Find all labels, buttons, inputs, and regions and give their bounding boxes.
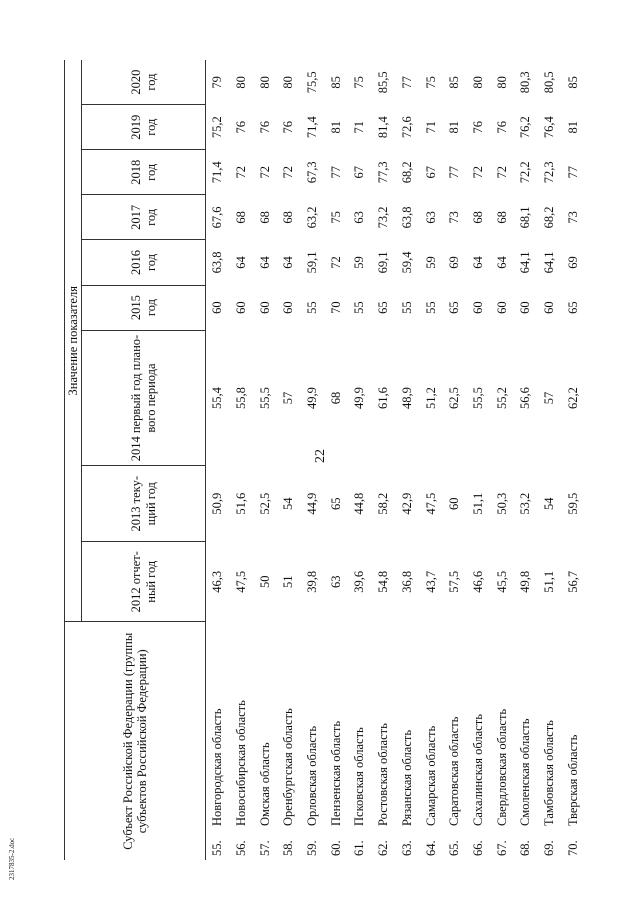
value-cell: 60	[541, 301, 556, 314]
value-cell: 59,1	[305, 251, 320, 274]
row-number: 70.	[565, 840, 580, 856]
value-cell: 63,8	[210, 251, 225, 274]
row-number: 62.	[376, 840, 391, 856]
region-name: Новосибирская область	[234, 700, 249, 826]
value-cell: 64,1	[541, 251, 556, 274]
header-year: 2015 год	[82, 285, 206, 330]
row-number: 58.	[281, 840, 296, 856]
value-cell: 58,2	[376, 492, 391, 515]
value-cell: 76	[234, 120, 249, 134]
table-row	[230, 60, 254, 860]
value-cell: 64	[470, 256, 485, 269]
value-cell: 73,2	[376, 206, 391, 229]
value-cell: 71,4	[305, 116, 320, 139]
table-row	[324, 60, 348, 860]
value-cell: 69	[447, 256, 462, 269]
value-cell: 80	[257, 76, 272, 89]
value-cell: 68,2	[541, 206, 556, 229]
table-row	[348, 60, 372, 860]
row-number: 67.	[494, 840, 509, 856]
value-cell: 77	[399, 76, 414, 89]
row-number: 61.	[352, 840, 367, 856]
value-cell: 59	[423, 256, 438, 269]
value-cell: 72	[281, 166, 296, 179]
value-cell: 77,3	[376, 161, 391, 184]
value-cell: 76,4	[541, 116, 556, 139]
value-cell: 56,7	[565, 570, 580, 593]
value-cell: 72,2	[518, 161, 533, 184]
value-cell: 68,1	[518, 206, 533, 229]
region-name: Свердловская область	[494, 708, 509, 826]
value-cell: 77	[565, 166, 580, 179]
value-cell: 76	[470, 120, 485, 134]
value-cell: 77	[328, 166, 343, 179]
value-cell: 75	[423, 76, 438, 89]
row-number: 63.	[399, 840, 414, 856]
value-cell: 49,9	[305, 387, 320, 409]
table-row	[514, 60, 538, 860]
value-cell: 60	[494, 301, 509, 314]
table-row	[561, 60, 585, 860]
value-cell: 49,8	[518, 570, 533, 593]
table-row	[419, 60, 443, 860]
value-cell: 46,3	[210, 570, 225, 593]
region-name: Тверская область	[565, 734, 580, 826]
value-cell: 55	[423, 301, 438, 314]
value-cell: 76,2	[518, 116, 533, 139]
value-cell: 76	[281, 120, 296, 134]
value-cell: 50,3	[494, 492, 509, 515]
row-number: 57.	[257, 840, 272, 856]
header-subject: Субъект Российской Федерации (группы субъектов Российской Федерации)	[65, 622, 206, 860]
value-cell: 55,5	[257, 387, 272, 409]
value-cell: 55,4	[210, 387, 225, 409]
value-cell: 71,4	[210, 161, 225, 184]
region-name: Самарская область	[423, 725, 438, 826]
row-number: 59.	[305, 840, 320, 856]
value-cell: 81	[328, 120, 343, 134]
value-cell: 67	[352, 166, 367, 179]
row-number: 56.	[234, 840, 249, 856]
value-cell: 68	[470, 211, 485, 224]
value-cell: 54,8	[376, 570, 391, 593]
value-cell: 51	[281, 575, 296, 588]
value-cell: 67,3	[305, 161, 320, 184]
value-cell: 63	[352, 211, 367, 224]
region-name: Рязанская область	[399, 729, 414, 826]
value-cell: 72,3	[541, 161, 556, 184]
value-cell: 68	[328, 391, 343, 405]
value-cell: 62,5	[447, 387, 462, 409]
value-cell: 64	[257, 256, 272, 269]
region-name: Смоленская область	[518, 718, 533, 826]
value-cell: 73	[565, 211, 580, 224]
region-name: Пензенская область	[328, 720, 343, 826]
value-cell: 47,5	[423, 492, 438, 515]
value-cell: 75	[328, 211, 343, 224]
value-cell: 60	[470, 301, 485, 314]
header-year: 2019 год	[82, 105, 206, 150]
row-number: 60.	[328, 840, 343, 856]
value-cell: 45,5	[494, 570, 509, 593]
value-cell: 72	[234, 166, 249, 179]
value-cell: 71	[423, 120, 438, 134]
value-cell: 80	[281, 76, 296, 89]
table-body	[206, 60, 586, 860]
header-year: 2013 теку-щий год	[82, 466, 206, 542]
value-cell: 60	[281, 301, 296, 314]
value-cell: 85	[447, 76, 462, 89]
value-cell: 64	[234, 256, 249, 269]
table-row	[301, 60, 325, 860]
value-cell: 67,6	[210, 206, 225, 229]
value-cell: 57	[541, 391, 556, 405]
row-number: 55.	[210, 840, 225, 856]
value-cell: 57	[281, 391, 296, 405]
row-number: 68.	[518, 840, 533, 856]
value-cell: 48,9	[399, 387, 414, 409]
table-row	[538, 60, 562, 860]
value-cell: 77	[447, 166, 462, 179]
header-year: 2012 отчет-ный год	[82, 541, 206, 622]
value-cell: 64,1	[518, 251, 533, 274]
value-cell: 75,5	[305, 71, 320, 94]
table-row	[443, 60, 467, 860]
table-row	[253, 60, 277, 860]
value-cell: 75,2	[210, 116, 225, 139]
header-year: 2020 год	[82, 60, 206, 105]
row-number: 66.	[470, 840, 485, 856]
value-cell: 72,6	[399, 116, 414, 139]
value-cell: 80,5	[541, 71, 556, 94]
page-number: 22	[313, 449, 328, 463]
value-cell: 72	[470, 166, 485, 179]
value-cell: 85	[565, 76, 580, 89]
value-cell: 50,9	[210, 492, 225, 515]
value-cell: 53,2	[518, 492, 533, 515]
header-year: 2014 первый год плано-вого периода	[82, 330, 206, 466]
table-row	[396, 60, 420, 860]
region-name: Оренбургская область	[281, 708, 296, 826]
table-row	[467, 60, 491, 860]
header-year: 2018 год	[82, 150, 206, 195]
value-cell: 75	[352, 76, 367, 89]
indicator-table	[64, 60, 585, 860]
value-cell: 46,6	[470, 570, 485, 593]
value-cell: 64	[281, 256, 296, 269]
value-cell: 56,6	[518, 387, 533, 409]
value-cell: 68	[234, 211, 249, 224]
value-cell: 60	[210, 301, 225, 314]
value-cell: 55,5	[470, 387, 485, 409]
region-name: Орловская область	[305, 725, 320, 826]
value-cell: 59	[352, 256, 367, 269]
value-cell: 44,8	[352, 492, 367, 515]
value-cell: 55,2	[494, 387, 509, 409]
value-cell: 68,2	[399, 161, 414, 184]
value-cell: 47,5	[234, 570, 249, 593]
value-cell: 70	[328, 301, 343, 314]
table-row	[206, 60, 230, 860]
region-name: Сахалинская область	[470, 714, 485, 826]
value-cell: 63	[423, 211, 438, 224]
value-cell: 80,3	[518, 71, 533, 94]
value-cell: 39,8	[305, 570, 320, 593]
value-cell: 63,8	[399, 206, 414, 229]
header-year: 2016 год	[82, 240, 206, 285]
region-name: Новгородская область	[210, 708, 225, 826]
header-group: Значение показателя	[65, 60, 82, 622]
value-cell: 57,5	[447, 570, 462, 593]
value-cell: 61,6	[376, 387, 391, 409]
value-cell: 65	[565, 301, 580, 314]
region-name: Саратовская область	[447, 716, 462, 826]
value-cell: 81	[447, 120, 462, 134]
value-cell: 51,6	[234, 492, 249, 515]
value-cell: 65	[376, 301, 391, 314]
value-cell: 68	[494, 211, 509, 224]
value-cell: 72	[328, 256, 343, 269]
value-cell: 85	[328, 76, 343, 89]
footer-doc-code: 2317835-2.doc	[8, 837, 16, 880]
value-cell: 73	[447, 211, 462, 224]
value-cell: 59,5	[565, 492, 580, 515]
value-cell: 60	[234, 301, 249, 314]
value-cell: 72	[494, 166, 509, 179]
value-cell: 55	[305, 301, 320, 314]
value-cell: 49,9	[352, 387, 367, 409]
value-cell: 72	[257, 166, 272, 179]
region-name: Тамбовская область	[541, 720, 556, 826]
table-row	[490, 60, 514, 860]
value-cell: 51,2	[423, 387, 438, 409]
value-cell: 42,9	[399, 492, 414, 515]
value-cell: 62,2	[565, 387, 580, 409]
value-cell: 63,2	[305, 206, 320, 229]
value-cell: 55	[352, 301, 367, 314]
table-rotated-container	[64, 60, 604, 860]
value-cell: 63	[328, 575, 343, 588]
value-cell: 54	[541, 497, 556, 510]
region-name: Омская область	[257, 742, 272, 826]
value-cell: 76	[257, 120, 272, 134]
value-cell: 80	[470, 76, 485, 89]
value-cell: 79	[210, 76, 225, 89]
value-cell: 60	[257, 301, 272, 314]
value-cell: 54	[281, 497, 296, 510]
value-cell: 76	[494, 120, 509, 134]
value-cell: 80	[494, 76, 509, 89]
value-cell: 68	[257, 211, 272, 224]
value-cell: 81,4	[376, 116, 391, 139]
value-cell: 43,7	[423, 570, 438, 593]
table-row	[277, 60, 301, 860]
value-cell: 44,9	[305, 492, 320, 515]
value-cell: 65	[328, 497, 343, 510]
value-cell: 71	[352, 120, 367, 134]
value-cell: 55,8	[234, 387, 249, 409]
value-cell: 65	[447, 301, 462, 314]
value-cell: 69,1	[376, 251, 391, 274]
value-cell: 81	[565, 120, 580, 134]
row-number: 64.	[423, 840, 438, 856]
region-name: Псковская область	[352, 727, 367, 826]
value-cell: 55	[399, 301, 414, 314]
table-row	[372, 60, 396, 860]
value-cell: 60	[518, 301, 533, 314]
value-cell: 85,5	[376, 71, 391, 94]
region-name: Ростовская область	[376, 723, 391, 826]
value-cell: 80	[234, 76, 249, 89]
row-number: 65.	[447, 840, 462, 856]
row-number: 69.	[541, 840, 556, 856]
value-cell: 36,8	[399, 570, 414, 593]
value-cell: 67	[423, 166, 438, 179]
header-year: 2017 год	[82, 195, 206, 240]
value-cell: 50	[257, 575, 272, 588]
value-cell: 68	[281, 211, 296, 224]
value-cell: 51,1	[470, 492, 485, 515]
value-cell: 39,6	[352, 570, 367, 593]
value-cell: 51,1	[541, 570, 556, 593]
value-cell: 52,5	[257, 492, 272, 515]
value-cell: 59,4	[399, 251, 414, 274]
value-cell: 60	[447, 497, 462, 510]
value-cell: 64	[494, 256, 509, 269]
value-cell: 69	[565, 256, 580, 269]
